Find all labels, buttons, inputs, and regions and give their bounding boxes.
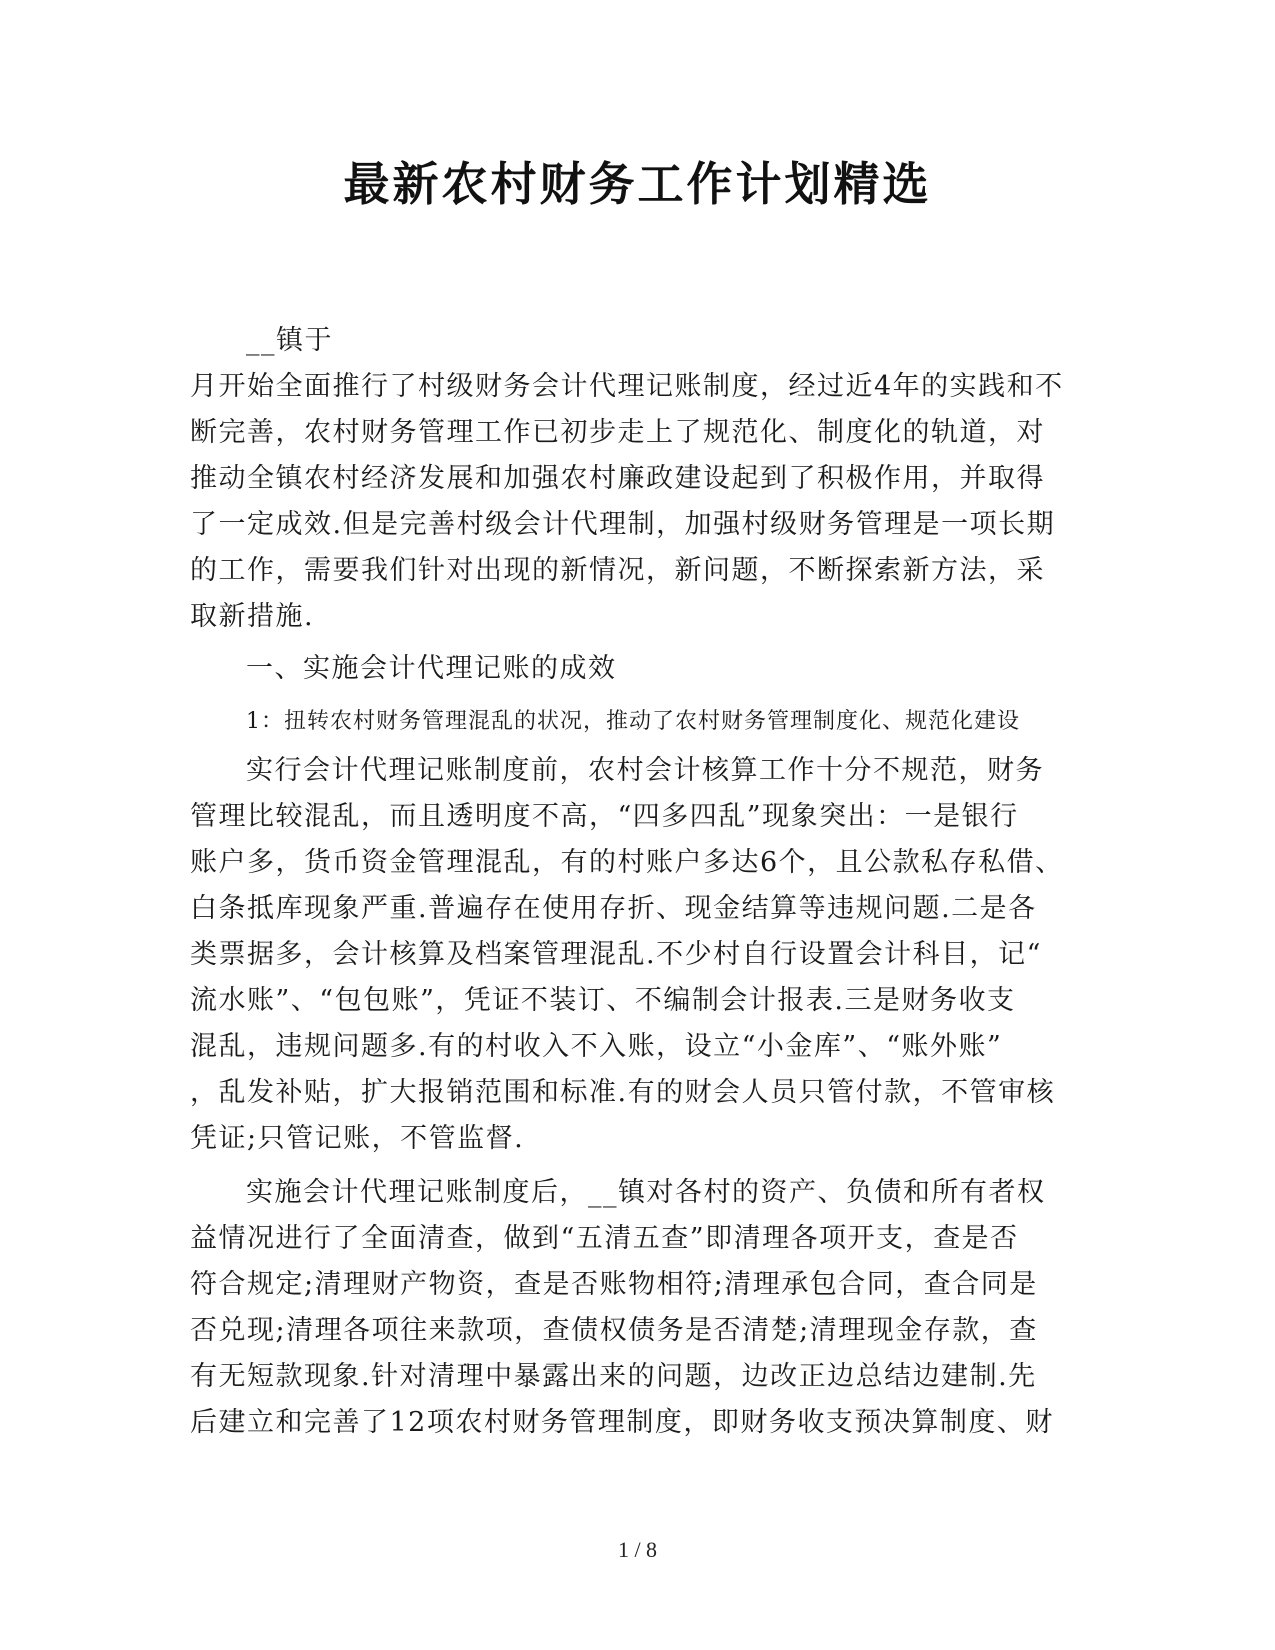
document-title: 最新农村财务工作计划精选	[343, 157, 932, 211]
paragraph-line: 账户多，货币资金管理混乱，有的村账户多达6个，且公款私存私借、	[190, 847, 1064, 878]
intro-line: 的工作，需要我们针对出现的新情况，新问题，不断探索新方法，采	[190, 555, 1045, 586]
paragraph-line: 流水账”、“包包账”，凭证不装订、不编制会计报表.三是财务收支	[190, 985, 1016, 1016]
paragraph-line: 益情况进行了全面清查，做到“五清五查”即清理各项开支，查是否	[190, 1223, 1019, 1254]
intro-line: 断完善，农村财务管理工作已初步走上了规范化、制度化的轨道，对	[190, 417, 1045, 448]
paragraph-line: 凭证;只管记账，不管监督.	[190, 1123, 525, 1154]
paragraph-line: 符合规定;清理财产物资，查是否账物相符;清理承包合同，查合同是	[190, 1269, 1038, 1300]
paragraph-line: 类票据多，会计核算及档案管理混乱.不少村自行设置会计科目，记“	[190, 939, 1042, 970]
paragraph-line: 混乱，违规问题多.有的村收入不入账，设立“小金库”、“账外账”	[190, 1031, 1003, 1062]
subheading: 1：扭转农村财务管理混乱的状况，推动了农村财务管理制度化、规范化建设	[246, 709, 1020, 734]
page-number: 1 / 8	[617, 1537, 658, 1562]
paragraph-line: 实行会计代理记账制度前，农村会计核算工作十分不规范，财务	[246, 755, 1044, 786]
paragraph-line: 有无短款现象.针对清理中暴露出来的问题，边改正边总结边建制.先	[190, 1361, 1037, 1392]
paragraph-line: ，乱发补贴，扩大报销范围和标准.有的财会人员只管付款，不管审核	[190, 1077, 1056, 1108]
document-body	[190, 318, 1080, 1446]
intro-line: 取新措施.	[190, 601, 315, 632]
paragraph-line: 实施会计代理记账制度后，__镇对各村的资产、负债和所有者权	[246, 1177, 1046, 1208]
intro-line: 了一定成效.但是完善村级会计代理制，加强村级财务管理是一项长期	[190, 509, 1056, 540]
intro-line: __镇于	[246, 325, 333, 356]
paragraph-line: 管理比较混乱，而且透明度不高，“四多四乱”现象突出：一是银行	[190, 801, 1019, 832]
paragraph-line: 白条抵库现象严重.普遍存在使用存折、现金结算等违规问题.二是各	[190, 893, 1037, 924]
paragraph-line: 否兑现;清理各项往来款项，查债权债务是否清楚;清理现金存款，查	[190, 1315, 1038, 1346]
intro-line: 月开始全面推行了村级财务会计代理记账制度，经过近4年的实践和不	[190, 371, 1064, 402]
section-heading: 一、实施会计代理记账的成效	[246, 653, 617, 684]
intro-line: 推动全镇农村经济发展和加强农村廉政建设起到了积极作用，并取得	[190, 463, 1045, 494]
paragraph-line: 后建立和完善了12项农村财务管理制度，即财务收支预决算制度、财	[190, 1407, 1054, 1438]
